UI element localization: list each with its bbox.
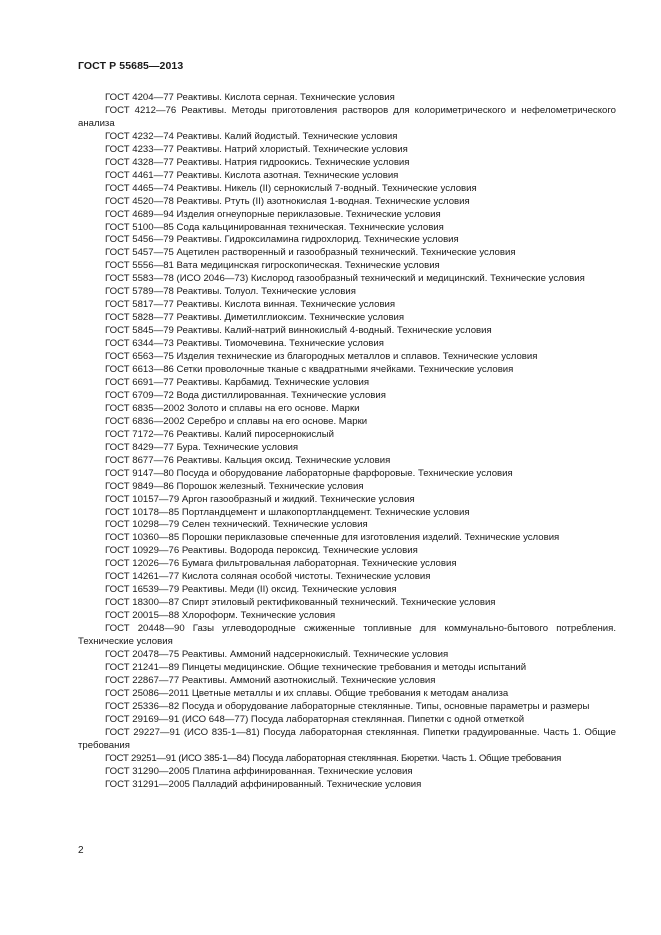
reference-entry: ГОСТ 20448—90 Газы углеводородные сжиженные топливные для коммунально-бытового потребления. Технические условия — [78, 623, 616, 648]
reference-entry: ГОСТ 4689—94 Изделия огнеупорные периклазовые. Технические условия — [105, 208, 441, 220]
reference-entry: ГОСТ 5789—78 Реактивы. Толуол. Технические условия — [105, 286, 356, 298]
reference-entry: ГОСТ 31290—2005 Платина аффинированная. Технические условия — [105, 765, 413, 777]
reference-entry: ГОСТ 29169—91 (ИСО 648—77) Посуда лабораторная стеклянная. Пипетки с одной отметкой — [105, 713, 525, 725]
page-number: 2 — [78, 845, 84, 856]
reference-entry: ГОСТ 21241—89 Пинцеты медицинские. Общие технические требования и методы испытаний — [105, 661, 527, 673]
reference-entry: ГОСТ 4204—77 Реактивы. Кислота серная. Технические условия — [105, 92, 395, 103]
reference-entry: ГОСТ 10298—79 Селен технический. Технические условия — [105, 519, 368, 531]
reference-entry: ГОСТ 10929—76 Реактивы. Водорода пероксид. Технические условия — [105, 545, 418, 557]
reference-entry: ГОСТ 9849—86 Порошок железный. Технические условия — [105, 480, 364, 492]
reference-entry: ГОСТ 6613—86 Сетки проволочные тканые с квадратными ячейками. Технические условия — [105, 364, 514, 376]
reference-entry: ГОСТ 4212—76 Реактивы. Методы приготовления растворов для колориметрического и нефелометрического анализа — [78, 104, 616, 129]
reference-entry: ГОСТ 29251—91 (ИСО 385-1—84) Посуда лабораторная стеклянная. Бюретки. Часть 1. Общие требования — [105, 752, 562, 764]
reference-entry: ГОСТ 7172—76 Реактивы. Калий пиросернокислый — [105, 428, 334, 440]
references-list — [78, 92, 616, 791]
reference-entry: ГОСТ 4461—77 Реактивы. Кислота азотная. Технические условия — [105, 169, 399, 181]
reference-entry: ГОСТ 5817—77 Реактивы. Кислота винная. Технические условия — [105, 299, 396, 311]
reference-entry: ГОСТ 8677—76 Реактивы. Кальция оксид. Технические условия — [105, 454, 391, 466]
reference-entry: ГОСТ 8429—77 Бура. Технические условия — [105, 441, 299, 453]
reference-entry: ГОСТ 4233—77 Реактивы. Натрий хлористый. Технические условия — [105, 143, 408, 155]
document-header: ГОСТ Р 55685—2013 — [78, 60, 184, 72]
reference-entry: ГОСТ 10178—85 Портландцемент и шлакопортландцемент. Технические условия — [105, 506, 470, 518]
reference-entry: ГОСТ 31291—2005 Палладий аффинированный. Технические условия — [105, 778, 422, 790]
reference-entry: ГОСТ 6836—2002 Серебро и сплавы на его основе. Марки — [105, 415, 368, 427]
reference-entry: ГОСТ 22867—77 Реактивы. Аммоний азотнокислый. Технические условия — [105, 674, 436, 686]
reference-entry: ГОСТ 10157—79 Аргон газообразный и жидкий. Технические условия — [105, 493, 415, 505]
reference-entry: ГОСТ 6835—2002 Золото и сплавы на его основе. Марки — [105, 402, 360, 414]
reference-entry: ГОСТ 25336—82 Посуда и оборудование лабораторные стеклянные. Типы, основные параметры и размеры — [105, 700, 590, 712]
reference-entry: ГОСТ 4328—77 Реактивы. Натрия гидроокись. Технические условия — [105, 156, 410, 168]
reference-entry: ГОСТ 6691—77 Реактивы. Карбамид. Технические условия — [105, 376, 370, 388]
reference-entry: ГОСТ 16539—79 Реактивы. Меди (II) оксид. Технические условия — [105, 584, 397, 596]
reference-entry: ГОСТ 9147—80 Посуда и оборудование лабораторные фарфоровые. Технические условия — [105, 467, 513, 479]
reference-entry: ГОСТ 5828—77 Реактивы. Диметилглиоксим. Технические условия — [105, 312, 405, 324]
reference-entry: ГОСТ 6344—73 Реактивы. Тиомочевина. Технические условия — [105, 338, 384, 350]
reference-entry: ГОСТ 10360—85 Порошки периклазовые спеченные для изготовления изделий. Технические условия — [105, 532, 560, 544]
reference-entry: ГОСТ 4232—74 Реактивы. Калий йодистый. Технические условия — [105, 130, 398, 142]
reference-entry: ГОСТ 5457—75 Ацетилен растворенный и газообразный технический. Технические условия — [105, 247, 516, 259]
reference-entry: ГОСТ 20478—75 Реактивы. Аммоний надсернокислый. Технические условия — [105, 648, 449, 660]
reference-entry: ГОСТ 6709—72 Вода дистиллированная. Технические условия — [105, 389, 386, 401]
reference-entry: ГОСТ 14261—77 Кислота соляная особой чистоты. Технические условия — [105, 571, 431, 583]
reference-entry: ГОСТ 18300—87 Спирт этиловый ректификованный технический. Технические условия — [105, 597, 496, 609]
reference-entry: ГОСТ 5583—78 (ИСО 2046—73) Кислород газообразный технический и медицинский. Технические условия — [105, 273, 585, 285]
reference-entry: ГОСТ 6563—75 Изделия технические из благородных металлов и сплавов. Технические условия — [105, 351, 538, 363]
reference-entry: ГОСТ 4520—78 Реактивы. Ртуть (II) азотнокислая 1-водная. Технические условия — [105, 195, 470, 207]
reference-entry: ГОСТ 25086—2011 Цветные металлы и их сплавы. Общие требования к методам анализа — [105, 687, 509, 699]
reference-entry: ГОСТ 5845—79 Реактивы. Калий-натрий виннокислый 4-водный. Технические условия — [105, 325, 492, 337]
reference-entry: ГОСТ 12026—76 Бумага фильтровальная лабораторная. Технические условия — [105, 558, 457, 570]
reference-entry: ГОСТ 20015—88 Хлороформ. Технические условия — [105, 610, 336, 622]
reference-entry: ГОСТ 5100—85 Сода кальцинированная техническая. Технические условия — [105, 221, 444, 233]
reference-entry: ГОСТ 5456—79 Реактивы. Гидроксиламина гидрохлорид. Технические условия — [105, 234, 459, 246]
reference-entry: ГОСТ 5556—81 Вата медицинская гигроскопическая. Технические условия — [105, 260, 440, 272]
reference-entry: ГОСТ 29227—91 (ИСО 835-1—81) Посуда лабораторная стеклянная. Пипетки градуированные. Часть 1. Общие требования — [78, 726, 616, 751]
reference-entry: ГОСТ 4465—74 Реактивы. Никель (II) сернокислый 7-водный. Технические условия — [105, 182, 477, 194]
